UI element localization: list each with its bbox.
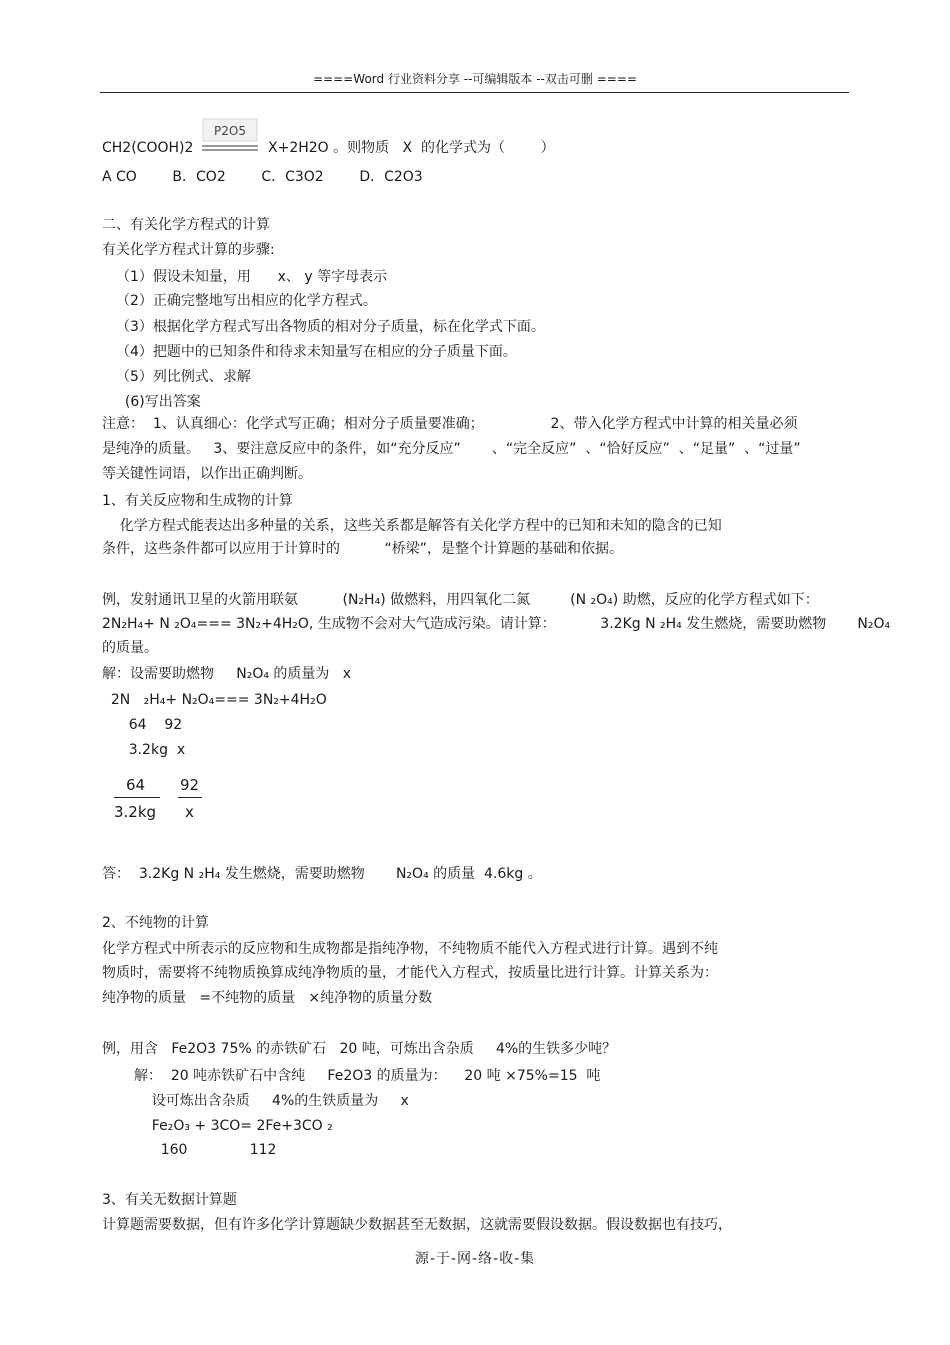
sub1-title: 1、有关反应物和生成物的计算 [102,493,293,509]
sub1-paragraph-line: 条件，这些条件都可以应用于计算时的 “桥梁”，是整个计算题的基础和依据。 [102,541,624,557]
sub2-title: 2、不纯物的计算 [102,915,209,931]
step-item: (6)写出答案 [116,394,201,410]
sub3-title: 3、有关无数据计算题 [102,1192,237,1208]
fraction-numerator: 64 [126,776,146,794]
example2: 例，用含 Fe2O3 75% 的赤铁矿石 20 吨，可炼出含杂质 4%的生铁多少吨？ [102,1041,617,1057]
catalyst-label: P2O5 [214,124,246,138]
note-line: 等关键性词语，以作出正确判断。 [102,466,312,482]
question-reactant: CH2(COOH)2 [102,140,194,156]
page-header: ====Word 行业资料分享 --可编辑版本 --双击可删 ==== [313,72,637,86]
answer1: 答： 3.2Kg N ₂H₄ 发生燃烧，需要助燃物 N₂O₄ 的质量 4.6kg 。 [102,866,542,882]
step-item: （2）正确完整地写出相应的化学方程式。 [116,293,377,309]
fraction-denominator: x [185,803,194,821]
sub2-paragraph-line: 物质时，需要将不纯物质换算成纯净物质的量，才能代入方程式，按质量比进行计算。计算关系为： [102,965,718,981]
step-item: （5）列比例式、求解 [116,369,251,385]
step-item: （4）把题中的已知条件和待求未知量写在相应的分子质量下面。 [116,344,517,360]
solution1-line: 3.2kg x [102,742,186,758]
fraction-numerator: 92 [180,776,200,794]
section2-title: 二、有关化学方程式的计算 [102,217,270,233]
fraction-denominator: 3.2kg [114,803,157,821]
note-line: 是纯净的质量。 3、要注意反应中的条件，如“充分反应” 、“完全反应” 、“恰好反应” 、“足量” 、“过量” [102,441,801,457]
question-product: X+2H2O 。则物质 X 的化学式为（ ） [268,140,555,156]
solution1-equation: 2N ₂H₄+ N₂O₄=== 3N₂+4H₂O [102,692,327,708]
solution2-line: 解： 20 吨赤铁矿石中含纯 Fe2O3 的质量为： 20 吨 ×75%=15 吨 [134,1068,601,1084]
fraction-bar [178,797,202,798]
solution2-line: 设可炼出含杂质 4%的生铁质量为 x [134,1093,409,1109]
example1-line: 2N₂H₄+ N ₂O₄=== 3N₂+4H₂O, 生成物不会对大气造成污染。请计算： 3.2Kg N ₂H₄ 发生燃烧，需要助燃物 N₂O₄ [102,616,891,632]
page-footer: 源-于-网-络-收-集 [414,1251,536,1267]
sub2-paragraph-line: 化学方程式中所表示的反应物和生成物都是指纯净物，不纯物质不能代入方程式进行计算。遇到不纯 [102,941,718,957]
steps-intro: 有关化学方程式计算的步骤: [102,242,275,258]
question-options: A CO B．CO2 C．C3O2 D．C2O3 [102,169,423,185]
catalyst-arrow-icon [200,118,260,154]
note-line: 注意： 1、认真细心：化学式写正确；相对分子质量要准确； 2、带入化学方程式中计算的相关量必须 [102,416,798,432]
sub2-formula: 纯净物的质量 =不纯物的质量 ×纯净物的质量分数 [102,990,433,1006]
sub1-paragraph-line: 化学方程式能表达出多种量的关系，这些关系都是解答有关化学方程中的已知和未知的隐含的已知 [102,518,722,534]
header-rule [100,92,849,93]
sub3-paragraph: 计算题需要数据，但有许多化学计算题缺少数据甚至无数据，这就需要假设数据。假设数据也有技巧， [102,1217,732,1233]
step-item: （3）根据化学方程式写出各物质的相对分子质量，标在化学式下面。 [116,319,545,335]
solution1-line: 解：设需要助燃物 N₂O₄ 的质量为 x [102,666,352,682]
solution2-line: 160 112 [134,1142,277,1158]
step-item: （1）假设未知量，用 x、 y 等字母表示 [116,269,388,285]
example1-line: 例，发射通讯卫星的火箭用联氨 (N₂H₄) 做燃料，用四氧化二氮 (N ₂O₄) 助燃，反应的化学方程式如下： [102,592,819,608]
example1-line: 的质量。 [102,640,158,656]
solution1-line: 64 92 [102,717,183,733]
fraction-bar [114,797,160,798]
solution2-equation: Fe₂O₃ + 3CO= 2Fe+3CO ₂ [134,1118,333,1134]
